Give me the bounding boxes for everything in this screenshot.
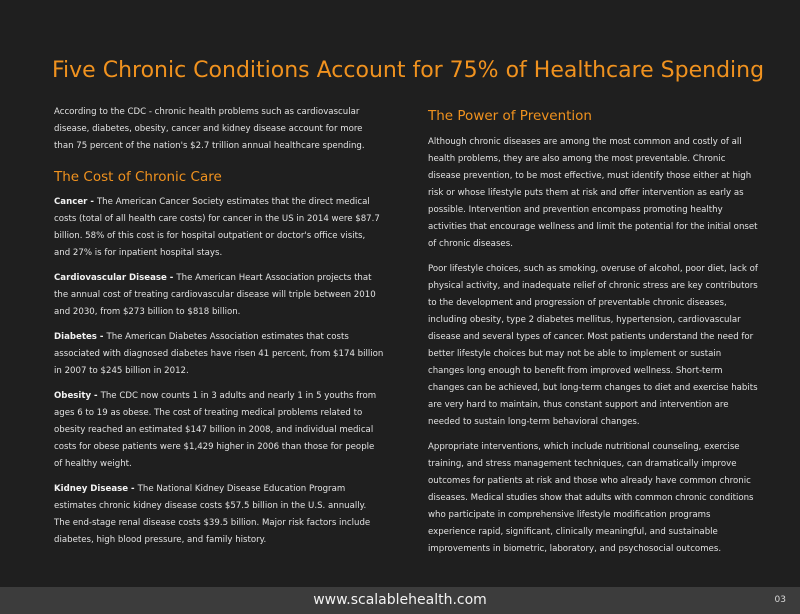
- cost-item-text: The American Heart Association projects that the annual cost of treating cardiovascular disease will triple between 2010 and 2030, from $273 billion to $818 billion.: [54, 273, 376, 317]
- cost-item-text: The CDC now counts 1 in 3 adults and nearly 1 in 5 youths from ages 6 to 19 as obese. The cost of treating medical problems related to obesity reached an estimated $147 billion in 2008, and individual medical costs for obese patients were $1,429 higher in 2006 than those for people of healthy weight.: [54, 391, 377, 469]
- footer-url[interactable]: www.scalablehealth.com: [313, 592, 487, 608]
- prevention-paragraph: Although chronic diseases are among the most common and costly of all health problems, they are also among the most preventable. Chronic disease prevention, to be most effective, must identify those either at high risk or whose lifestyle puts them at risk and offer intervention as early as possible. Intervention and prevention encompass promoting healthy activities that encourage wellness and limit the potential for the initial onset of chronic diseases.: [428, 137, 758, 249]
- left-column: [54, 104, 384, 557]
- cost-item-obesity: [54, 388, 384, 473]
- cost-item-term: Cardiovascular Disease -: [54, 273, 177, 283]
- page-title: Five Chronic Conditions Account for 75% of Healthcare Spending: [52, 58, 765, 83]
- cost-item-cancer: [54, 194, 384, 262]
- cost-item-text: The American Cancer Society estimates that the direct medical costs (total of all health care costs) for cancer in the US in 2014 were $87.7 billion. 58% of this cost is for hospital outpatient or doctor's office visits, and 27% is for inpatient hospital stays.: [54, 197, 380, 258]
- cost-item-term: Obesity -: [54, 391, 101, 401]
- cost-heading: The Cost of Chronic Care: [54, 169, 222, 185]
- cost-item-text: The National Kidney Disease Education Program estimates chronic kidney disease costs $57.5 billion in the U.S. annually. The end-stage renal disease costs $39.5 billion. Major risk factors include diabetes, high blood pressure, and family history.: [54, 484, 371, 545]
- cost-item-kidney: [54, 481, 384, 549]
- prevention-paragraph: Poor lifestyle choices, such as smoking, overuse of alcohol, poor diet, lack of physical activity, and inadequate relief of chronic stress are key contributors to the development and progression of preventable chronic diseases, including obesity, type 2 diabetes mellitus, hypertension, cardiovascular disease and several types of cancer. Most patients understand the need for better lifestyle choices but may not be able to implement or sustain changes long enough to benefit from improved wellness. Short-term changes can be achieved, but long-term changes to diet and exercise habits are very hard to maintain, thus constant support and intervention are needed to sustain long-term behavioral changes.: [428, 264, 758, 427]
- cost-item-term: Cancer -: [54, 197, 97, 207]
- prevention-paragraph: Appropriate interventions, which include nutritional counseling, exercise training, and stress management techniques, can dramatically improve outcomes for patients at risk and those who already have common chronic diseases. Medical studies show that adults with common chronic conditions who participate in comprehensive lifestyle modification programs experience rapid, significant, clinically meaningful, and sustainable improvements in biometric, laboratory, and psychosocial outcomes.: [428, 442, 754, 554]
- cost-item-text: The American Diabetes Association estimates that costs associated with diagnosed diabetes have risen 41 percent, from $174 billion in 2007 to $245 billion in 2012.: [54, 332, 384, 376]
- prevention-heading: The Power of Prevention: [428, 108, 592, 124]
- cost-item-term: Diabetes -: [54, 332, 107, 342]
- cost-item-term: Kidney Disease -: [54, 484, 138, 494]
- cost-item-cardiovascular: [54, 270, 384, 321]
- right-column: [428, 108, 758, 566]
- intro-paragraph: According to the CDC - chronic health problems such as cardiovascular disease, diabetes, obesity, cancer and kidney disease account for more than 75 percent of the nation's $2.7 trillion annual healthcare spending.: [54, 107, 365, 151]
- cost-item-diabetes: [54, 329, 384, 380]
- page-number: 03: [774, 595, 786, 605]
- footer-bar: [0, 587, 800, 614]
